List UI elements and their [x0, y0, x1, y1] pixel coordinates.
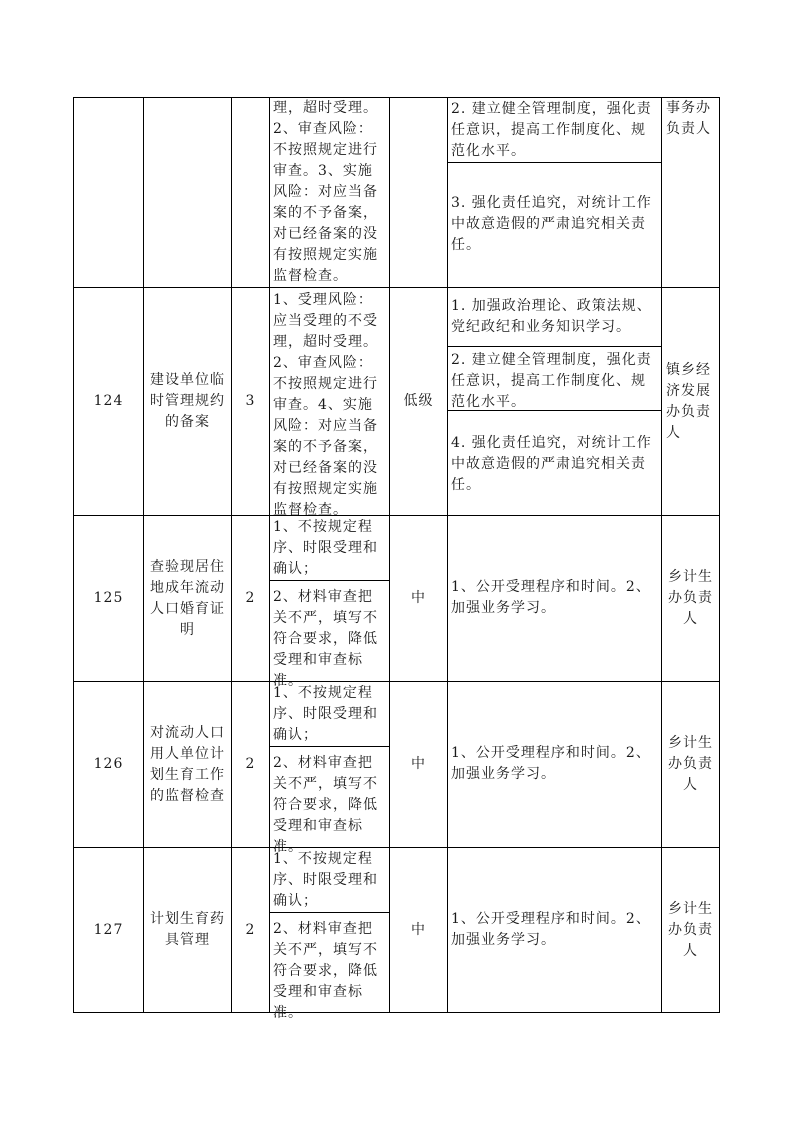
risk-count-cell [231, 682, 269, 847]
risk-points-cell [269, 848, 389, 1021]
number-cell [73, 848, 143, 1012]
responsible-cell [661, 516, 720, 681]
measure: 2. 建立健全管理制度，强化责任意识，提高工作制度化、规范化水平。 [451, 352, 652, 410]
risk-count-cell [231, 848, 269, 1012]
item-number: 124 [93, 393, 124, 409]
measure: 1、公开受理程序和时间。2、加强业务学习。 [451, 911, 651, 948]
risk-count-cell [231, 288, 269, 515]
risk-count: 2 [245, 756, 256, 772]
measures-cell [447, 682, 661, 847]
table-row [73, 287, 720, 518]
responsible-cell [661, 98, 720, 287]
item-cell [143, 98, 231, 287]
measure: 1、公开受理程序和时间。2、加强业务学习。 [451, 579, 651, 616]
risk-point: 2、材料审查把关不严，填写不符合要求，降低受理和审查标准。 [273, 589, 378, 689]
risk-level: 中 [411, 756, 426, 772]
measures-cell [447, 98, 661, 287]
measure: 3. 强化责任追究，对统计工作中故意造假的严肃追究相关责任。 [451, 195, 652, 253]
risk-count-cell [231, 98, 269, 287]
responsible-text: 乡计生办负责人 [668, 900, 713, 959]
level-cell [389, 682, 447, 847]
responsible-text: 事务办负责人 [666, 100, 711, 137]
responsible-text: 乡计生办负责人 [668, 735, 713, 793]
risk-points-cell [269, 682, 389, 855]
risk-point: 2、材料审查把关不严，填写不符合要求，降低受理和审查标准。 [273, 755, 378, 855]
table-row [73, 681, 720, 855]
item-name: 计划生育药具管理 [150, 911, 225, 948]
risk-point: 2、材料审查把关不严，填写不符合要求，降低受理和审查标准。 [273, 921, 378, 1021]
table-row [73, 97, 720, 287]
risk-count: 3 [245, 393, 256, 409]
item-number: 126 [93, 756, 124, 772]
item-cell [143, 288, 231, 515]
level-cell [389, 848, 447, 1012]
level-cell [389, 288, 447, 515]
measures-cell [447, 288, 661, 515]
risk-point: 1、不按规定程序、时限受理和确认； [273, 685, 378, 743]
table-row [73, 847, 720, 1021]
responsible-text: 乡计生办负责人 [668, 569, 713, 627]
item-name: 查验现居住地成年流动人口婚育证明 [150, 558, 225, 638]
measure: 4. 强化责任追究，对统计工作中故意造假的严肃追究相关责任。 [451, 435, 652, 493]
item-cell [143, 516, 231, 681]
item-name: 对流动人口用人单位计划生育工作的监督检查 [150, 724, 225, 804]
responsible-cell [661, 682, 720, 847]
table-row [73, 515, 720, 689]
measures-cell [447, 516, 661, 681]
responsible-text: 镇乡经济发展办负责人 [666, 361, 711, 441]
risk-points-cell [269, 98, 389, 287]
risk-count: 2 [245, 590, 256, 606]
risk-level: 低级 [403, 393, 434, 409]
risk-point: 1、受理风险：应当受理的不受理，超时受理。2、审查风险：不按照规定进行审查。4、实施风险：对应当备案的不予备案，对已经备案的没有按照规定实施监督检查。 [273, 292, 378, 518]
risk-level: 中 [411, 921, 426, 938]
item-cell [143, 848, 231, 1012]
level-cell [389, 98, 447, 287]
number-cell [73, 288, 143, 515]
item-cell [143, 682, 231, 847]
risk-points-cell [269, 288, 389, 518]
responsible-cell [661, 848, 720, 1012]
level-cell [389, 516, 447, 681]
risk-table [73, 97, 720, 1021]
item-number: 127 [93, 921, 124, 938]
number-cell [73, 516, 143, 681]
risk-count: 2 [245, 921, 256, 938]
risk-point: 1、不按规定程序、时限受理和确认； [273, 519, 378, 577]
item-name: 建设单位临时管理规约的备案 [150, 372, 225, 430]
number-cell [73, 682, 143, 847]
risk-point: 理，超时受理。2、审查风险：不按照规定进行审查。3、实施风险：对应当备案的不予备案，对已经备案的没有按照规定实施监督检查。 [273, 100, 378, 284]
measures-cell [447, 848, 661, 1012]
measure: 2. 建立健全管理制度，强化责任意识，提高工作制度化、规范化水平。 [451, 101, 652, 159]
measure: 1、公开受理程序和时间。2、加强业务学习。 [451, 745, 651, 782]
risk-count-cell [231, 516, 269, 681]
item-number: 125 [93, 590, 124, 606]
risk-point: 1、不按规定程序、时限受理和确认； [273, 851, 378, 909]
number-cell [73, 98, 143, 287]
responsible-cell [661, 288, 720, 515]
risk-points-cell [269, 516, 389, 689]
risk-level: 中 [411, 590, 426, 606]
measure: 1. 加强政治理论、政策法规、党纪政纪和业务知识学习。 [451, 298, 652, 335]
